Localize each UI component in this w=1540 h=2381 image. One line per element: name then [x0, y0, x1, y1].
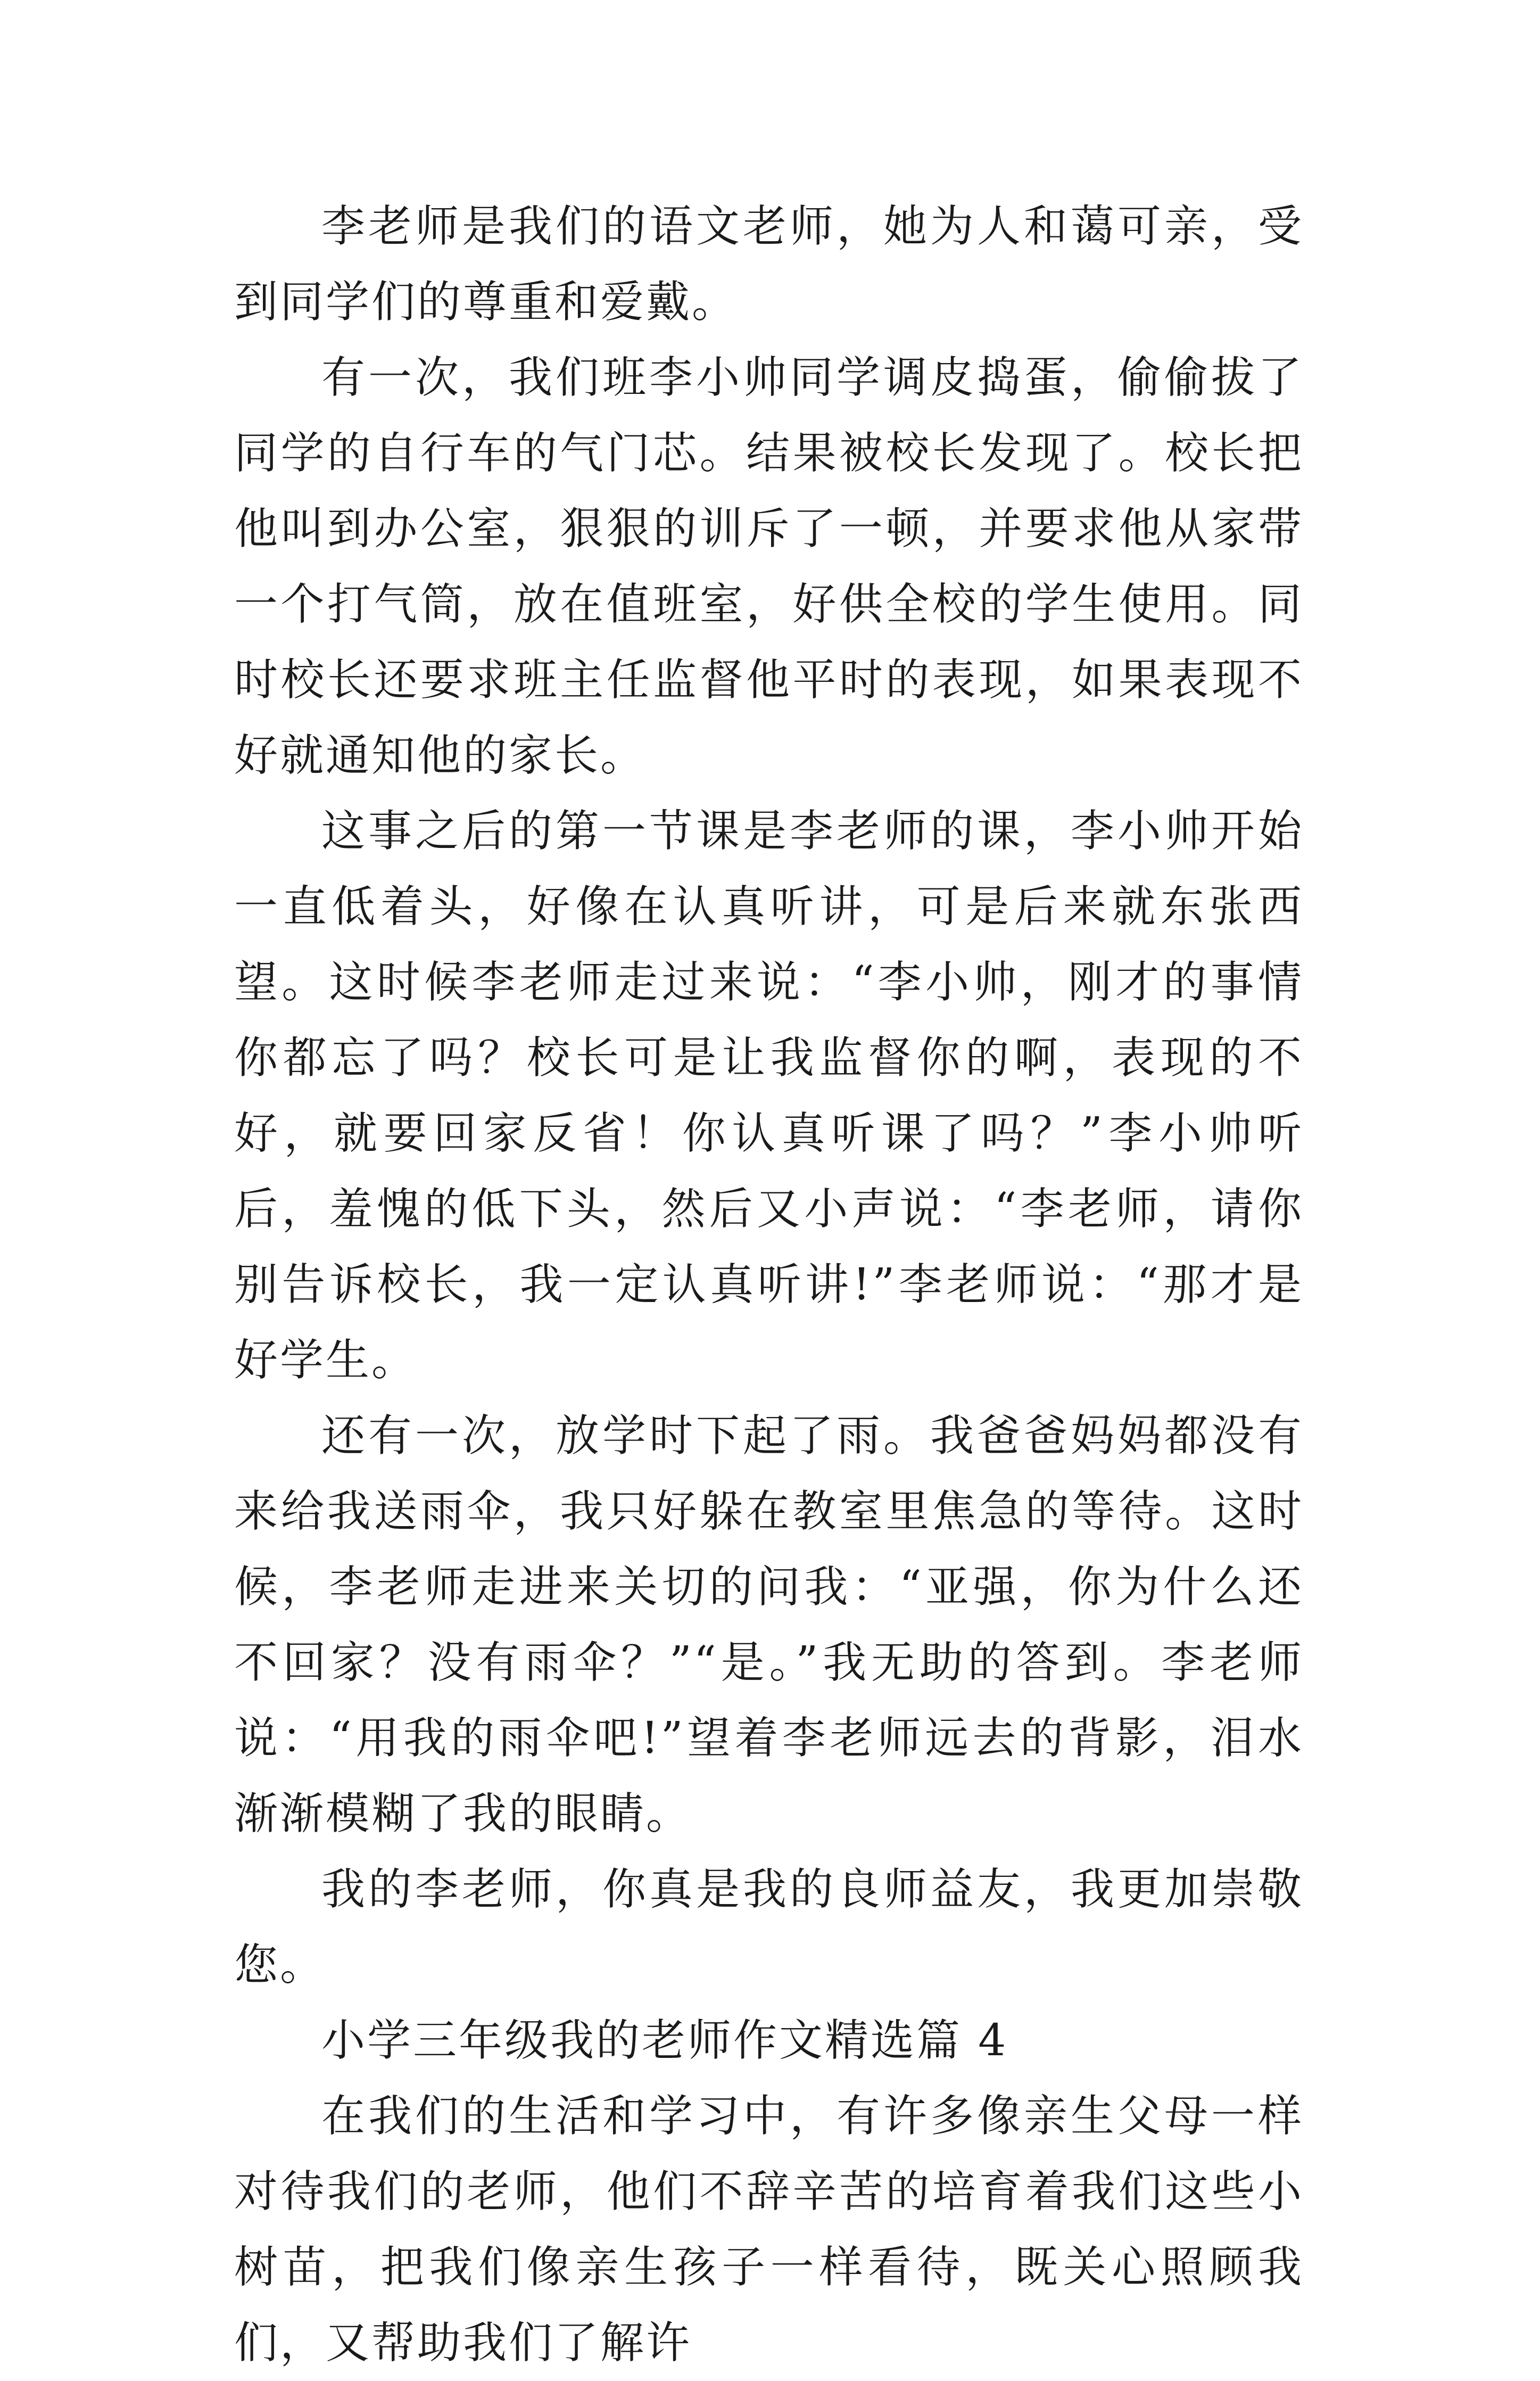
paragraph-1: 李老师是我们的语文老师，她为人和蔼可亲，受到同学们的尊重和爱戴。	[234, 201, 1304, 327]
paragraph-2: 有一次，我们班李小帅同学调皮捣蛋，偷偷拔了同学的自行车的气门芯。结果被校长发现了。校长把他叫到办公室，狠狠的训斥了一顿，并要求他从家带一个打气筒，放在值班室，好供全校的学生使用。同时校长还要求班主任监督他平时的表现，如果表现不好就通知他的家长。	[234, 352, 1304, 781]
section-heading: 小学三年级我的老师作文精选篇 4	[321, 2015, 1008, 2066]
paragraph-6: 在我们的生活和学习中，有许多像亲生父母一样对待我们的老师，他们不辞辛苦的培育着我们这些小树苗，把我们像亲生孩子一样看待，既关心照顾我们，又帮助我们了解许	[234, 2091, 1304, 2368]
paragraph-3: 这事之后的第一节课是李老师的课，李小帅开始一直低着头，好像在认真听讲，可是后来就东张西望。这时候李老师走过来说：“李小帅，刚才的事情你都忘了吗？校长可是让我监督你的啊，表现的不好，就要回家反省！你认真听课了吗？”李小帅听后，羞愧的低下头，然后又小声说：“李老师，请你别告诉校长，我一定认真听讲!”李老师说：“那才是好学生。	[234, 806, 1304, 1386]
essay-body	[234, 189, 1304, 2381]
paragraph-5: 我的李老师，你真是我的良师益友，我更加崇敬您。	[234, 1864, 1304, 1990]
paragraph-4: 还有一次，放学时下起了雨。我爸爸妈妈都没有来给我送雨伞，我只好躲在教室里焦急的等待。这时候，李老师走进来关切的问我：“亚强，你为什么还不回家？没有雨伞？”“是。”我无助的答到。李老师说：“用我的雨伞吧!”望着李老师远去的背影，泪水渐渐模糊了我的眼睛。	[234, 1411, 1304, 1839]
